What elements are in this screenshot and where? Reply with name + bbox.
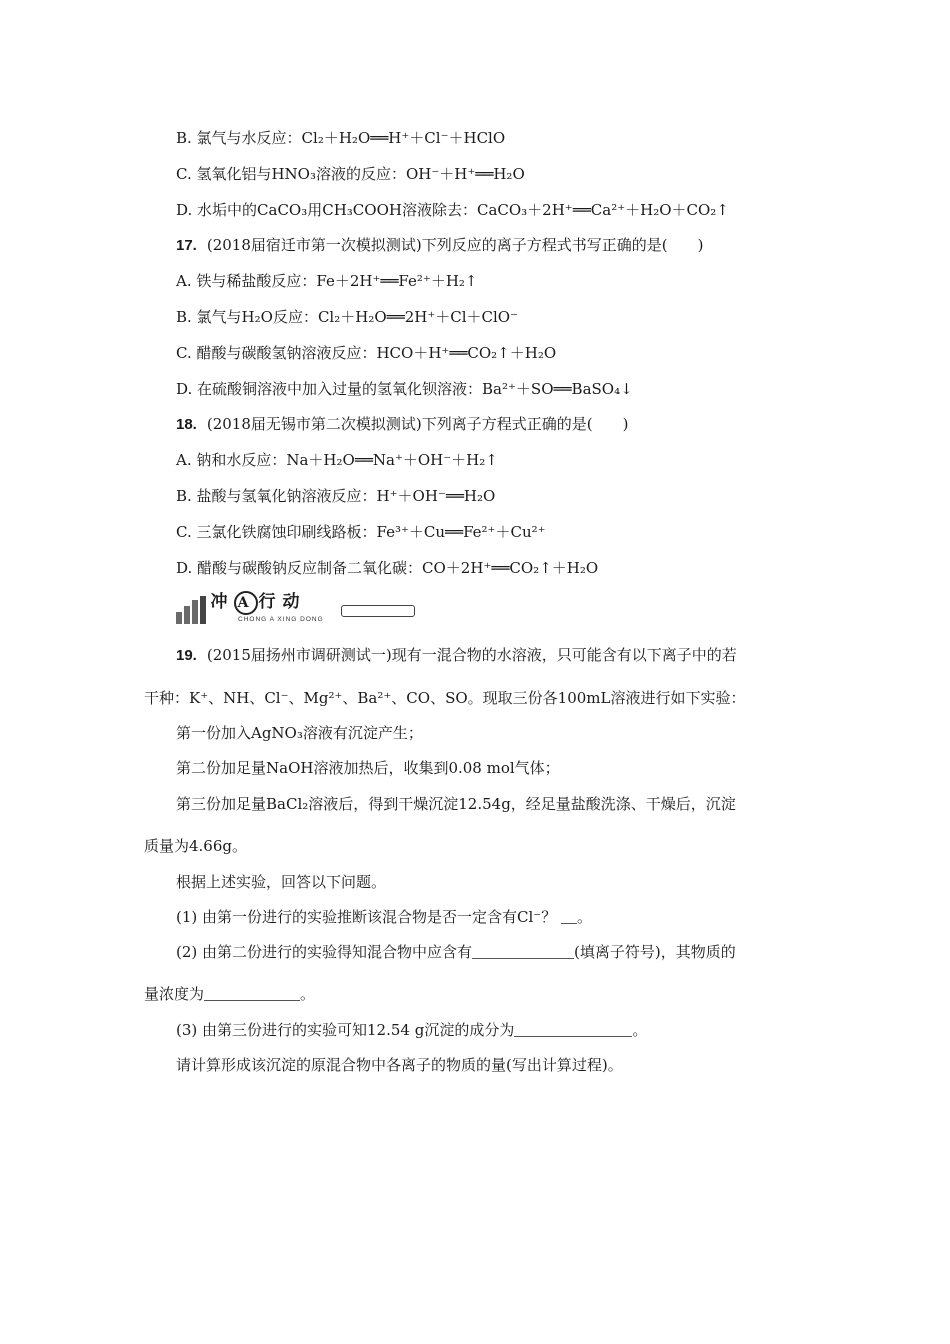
banner-title: 冲 A 行动 xyxy=(210,590,306,615)
answer-blank-1[interactable] xyxy=(561,909,577,924)
bar-chart-icon xyxy=(176,594,206,624)
sub-question-2: (2) 由第二份进行的实验得知混合物中应含有 (填离子符号)，其物质的 xyxy=(176,943,736,961)
question-number: 19. xyxy=(176,647,197,664)
q18-option-b: B. 盐酸与氢氧化钠溶液反应：H⁺＋OH⁻══H₂O xyxy=(176,487,496,505)
q17-option-c: C. 醋酸与碳酸氢钠溶液反应：HCO＋H⁺══CO₂↑＋H₂O xyxy=(176,344,557,362)
section-banner xyxy=(176,590,416,626)
q17-option-b: B. 氯气与H₂O反应：Cl₂＋H₂O══2H⁺＋Cl＋ClO⁻ xyxy=(176,308,518,326)
prompt: 根据上述实验，回答以下问题。 xyxy=(176,873,387,891)
q16-option-c: C. 氢氧化铝与HNO₃溶液的反应：OH⁻＋H⁺══H₂O xyxy=(176,165,525,183)
sub-question-1: (1) 由第一份进行的实验推断该混合物是否一定含有Cl⁻？ 。 xyxy=(176,908,593,926)
q18-option-a: A. 钠和水反应：Na＋H₂O══Na⁺＋OH⁻＋H₂↑ xyxy=(176,451,498,469)
sub-question-2-cont: 量浓度为 。 xyxy=(144,985,316,1003)
question-18 xyxy=(176,414,628,435)
answer-blank-2b[interactable] xyxy=(204,986,300,1001)
experiment-3-cont: 质量为4.66g。 xyxy=(144,837,248,855)
experiment-3: 第三份加足量BaCl₂溶液后，得到干燥沉淀12.54g，经足量盐酸洗涤、干燥后，沉淀 xyxy=(176,795,736,813)
q18-option-c: C. 三氯化铁腐蚀印刷线路板：Fe³⁺＋Cu══Fe²⁺＋Cu²⁺ xyxy=(176,523,546,541)
banner-subtitle: CHONG A XING DONG xyxy=(238,616,324,623)
question-number: 18. xyxy=(176,416,197,433)
answer-blank-2a[interactable] xyxy=(472,944,574,959)
q18-option-d: D. 醋酸与碳酸钠反应制备二氧化碳：CO＋2H⁺══CO₂↑＋H₂O xyxy=(176,559,599,577)
answer-blank-3[interactable] xyxy=(514,1022,632,1037)
question-text: (2018届宿迁市第一次模拟测试)下列反应的离子方程式书写正确的是( ) xyxy=(206,236,704,254)
calculation-prompt: 请计算形成该沉淀的原混合物中各离子的物质的量(写出计算过程)。 xyxy=(176,1056,623,1074)
q17-option-d: D. 在硫酸铜溶液中加入过量的氢氧化钡溶液：Ba²⁺＋SO══BaSO₄↓ xyxy=(176,380,633,398)
question-text-2: 干种：K⁺、NH、Cl⁻、Mg²⁺、Ba²⁺、CO、SO。现取三份各100mL溶液进行如下实验： xyxy=(144,689,746,707)
experiment-1: 第一份加入AgNO₃溶液有沉淀产生； xyxy=(176,724,423,742)
experiment-2: 第二份加足量NaOH溶液加热后，收集到0.08 mol气体； xyxy=(176,759,560,777)
banner-rule xyxy=(341,605,415,617)
q16-option-b: B. 氯气与水反应：Cl₂＋H₂O══H⁺＋Cl⁻＋HClO xyxy=(176,129,506,147)
q17-option-a: A. 铁与稀盐酸反应：Fe＋2H⁺══Fe²⁺＋H₂↑ xyxy=(176,272,478,290)
question-19 xyxy=(176,645,737,666)
question-number: 17. xyxy=(176,237,197,254)
sub-question-3: (3) 由第三份进行的实验可知12.54 g沉淀的成分为 。 xyxy=(176,1021,648,1039)
question-17 xyxy=(176,235,703,256)
q16-option-d: D. 水垢中的CaCO₃用CH₃COOH溶液除去：CaCO₃＋2H⁺══Ca²⁺＋H₂O＋CO₂↑ xyxy=(176,201,729,219)
question-text: (2018届无锡市第二次模拟测试)下列离子方程式正确的是( ) xyxy=(206,415,629,433)
question-text-1: (2015届扬州市调研测试一)现有一混合物的水溶液，只可能含有以下离子中的若 xyxy=(206,646,737,664)
